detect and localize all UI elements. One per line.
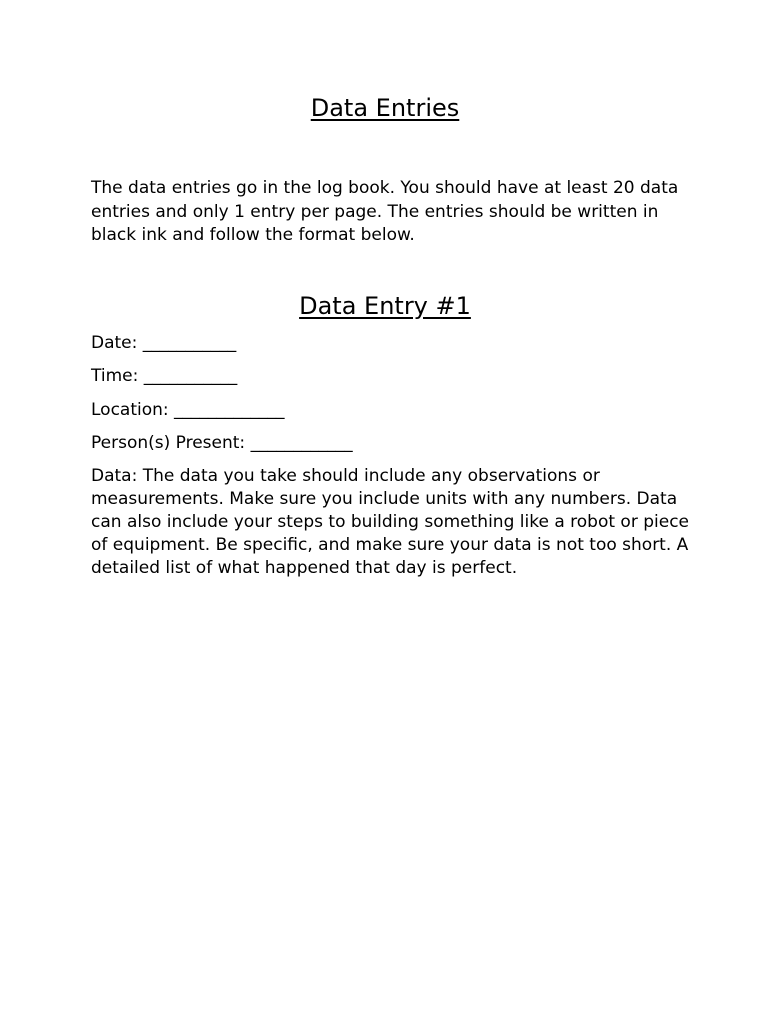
time-field-line: Time: ___________ [91,366,238,386]
persons-present-field-line: Person(s) Present: ____________ [91,433,353,453]
location-field-line: Location: _____________ [91,400,285,420]
entry-heading: Data Entry #1 [299,292,471,320]
page-title: Data Entries [310,94,460,122]
date-field-line: Date: ___________ [91,333,237,353]
data-description: Data: The data you take should include any observations or measurements. Make sure you include units with any numbers. Data can also include your steps to building something like a robot or piece of equipment. Be specific, and make sure your data is not too short. A detailed list of what happened that day is perfect. [91,466,689,578]
intro-paragraph: The data entries go in the log book. You should have at least 20 data entries and only 1 entry per page. The entries should be written in black ink and follow the format below. [91,178,679,245]
